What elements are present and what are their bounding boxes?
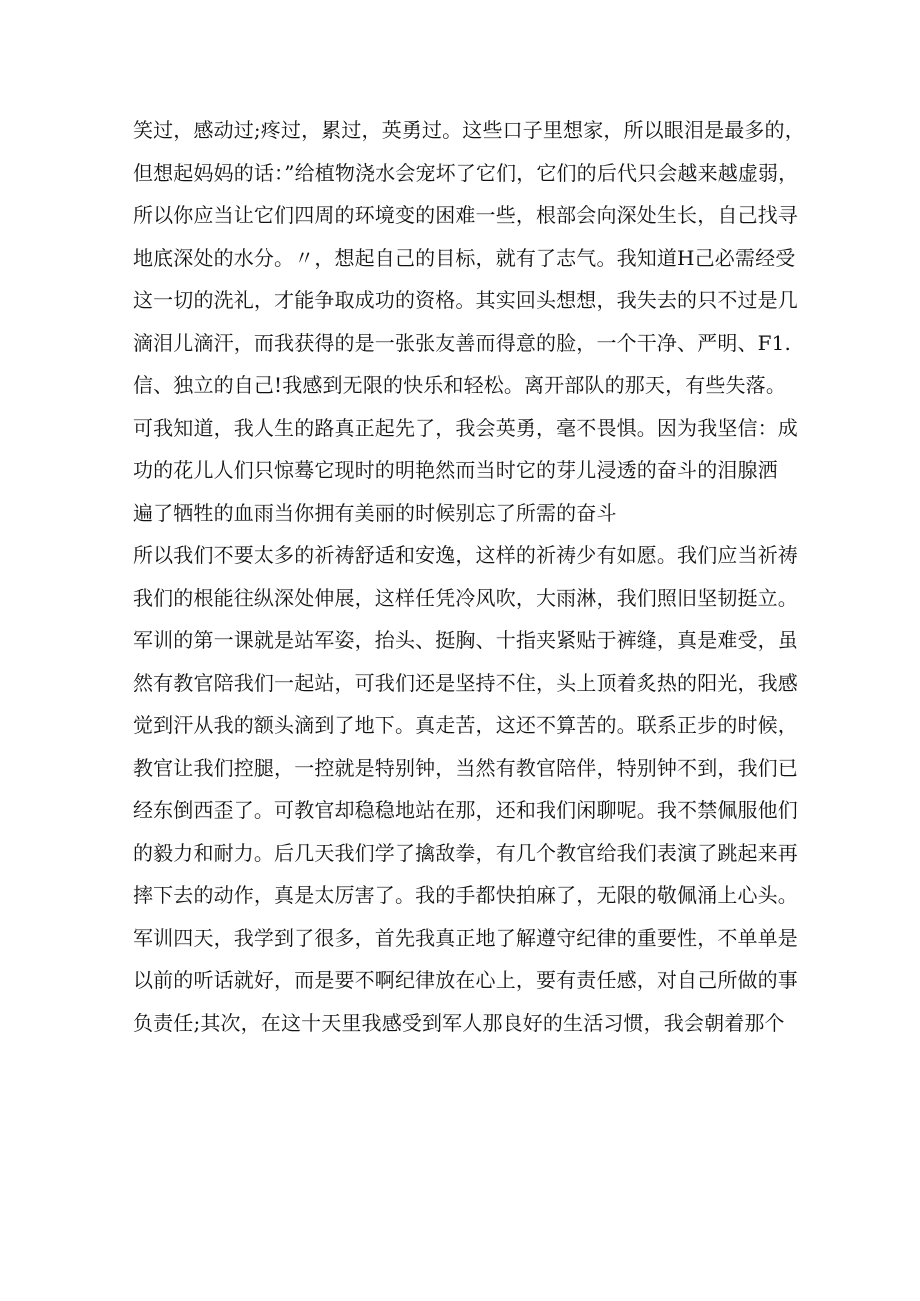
- text-line: 负责任;其次，在这十天里我感受到军人那良好的生活习惯，我会朝着那个: [133, 1010, 785, 1035]
- text-line: 我们的根能往纵深处伸展，这样任凭冷风吹，大雨淋，我们照旧坚韧挺立。: [133, 585, 798, 610]
- text-line: 功的花儿人们只惊蓦它现时的明艳然而当时它的芽儿浸透的奋斗的泪腺洒: [133, 458, 778, 482]
- body-text: [133, 109, 803, 1044]
- text-line: 以前的听话就好，而是要不啊纪律放在心上，要有责任感，对自己所做的事: [133, 968, 798, 992]
- text-line: 摔下去的动作，真是太厉害了。我的手都快拍麻了，无限的敬佩涌上心头。: [133, 883, 798, 907]
- text-line: 军训四天，我学到了很多，首先我真正地了解遵守纪律的重要性，不单单是: [133, 925, 798, 950]
- text-line: 滴泪儿滴汗，而我获得的是一张张友善而得意的脸，一个干净、严明、F1.: [133, 330, 792, 355]
- text-line: 所以我们不要太多的祈祷舒适和安逸，这样的祈祷少有如愿。我们应当祈祷: [133, 543, 798, 567]
- text-line: 地底深处的水分。〃，想起自己的目标，就有了志气。我知道H己必需经受: [133, 245, 796, 270]
- text-line: 笑过，感动过;疼过，累过，英勇过。这些口子里想家，所以眼泪是最多的，: [133, 118, 805, 142]
- text-line: 遍了牺牲的血雨当你拥有美丽的时候别忘了所需的奋斗: [133, 500, 617, 525]
- text-line: 但想起妈妈的话：”给植物浇水会宠坏了它们，它们的后代只会越来越虚弱，: [133, 160, 799, 185]
- text-line: 所以你应当让它们四周的环境变的困难一些，根部会向深处生长，自己找寻: [133, 203, 798, 227]
- text-line: 这一切的洗礼，才能争取成功的资格。其实回头想想，我失去的只不过是几: [133, 288, 798, 312]
- text-line: 觉到汗从我的额头滴到了地下。真走苦，这还不算苦的。联系正步的时候，: [133, 713, 798, 737]
- text-line: 经东倒西歪了。可教官却稳稳地站在那，还和我们闲聊呢。我不禁佩服他们: [133, 798, 798, 822]
- text-line: 然有教官陪我们一起站，可我们还是坚持不住，头上顶着炙热的阳光，我感: [133, 670, 798, 695]
- text-line: 军训的第一课就是站军姿，抬头、挺胸、十指夹紧贴于裤缝，真是难受，虽: [133, 628, 798, 652]
- text-line: 的毅力和耐力。后几天我们学了擒敌拳，有几个教官给我们表演了跳起来再: [133, 840, 798, 865]
- text-line: 教官让我们控腿，一控就是特别钟，当然有教官陪伴，特别钟不到，我们已: [133, 755, 798, 780]
- text-line: 信、独立的自己!我感到无限的快乐和轻松。离开部队的那天，有些失落。: [133, 373, 786, 397]
- text-line: 可我知道，我人生的路真正起先了，我会英勇，毫不畏惧。因为我坚信：成: [133, 415, 798, 440]
